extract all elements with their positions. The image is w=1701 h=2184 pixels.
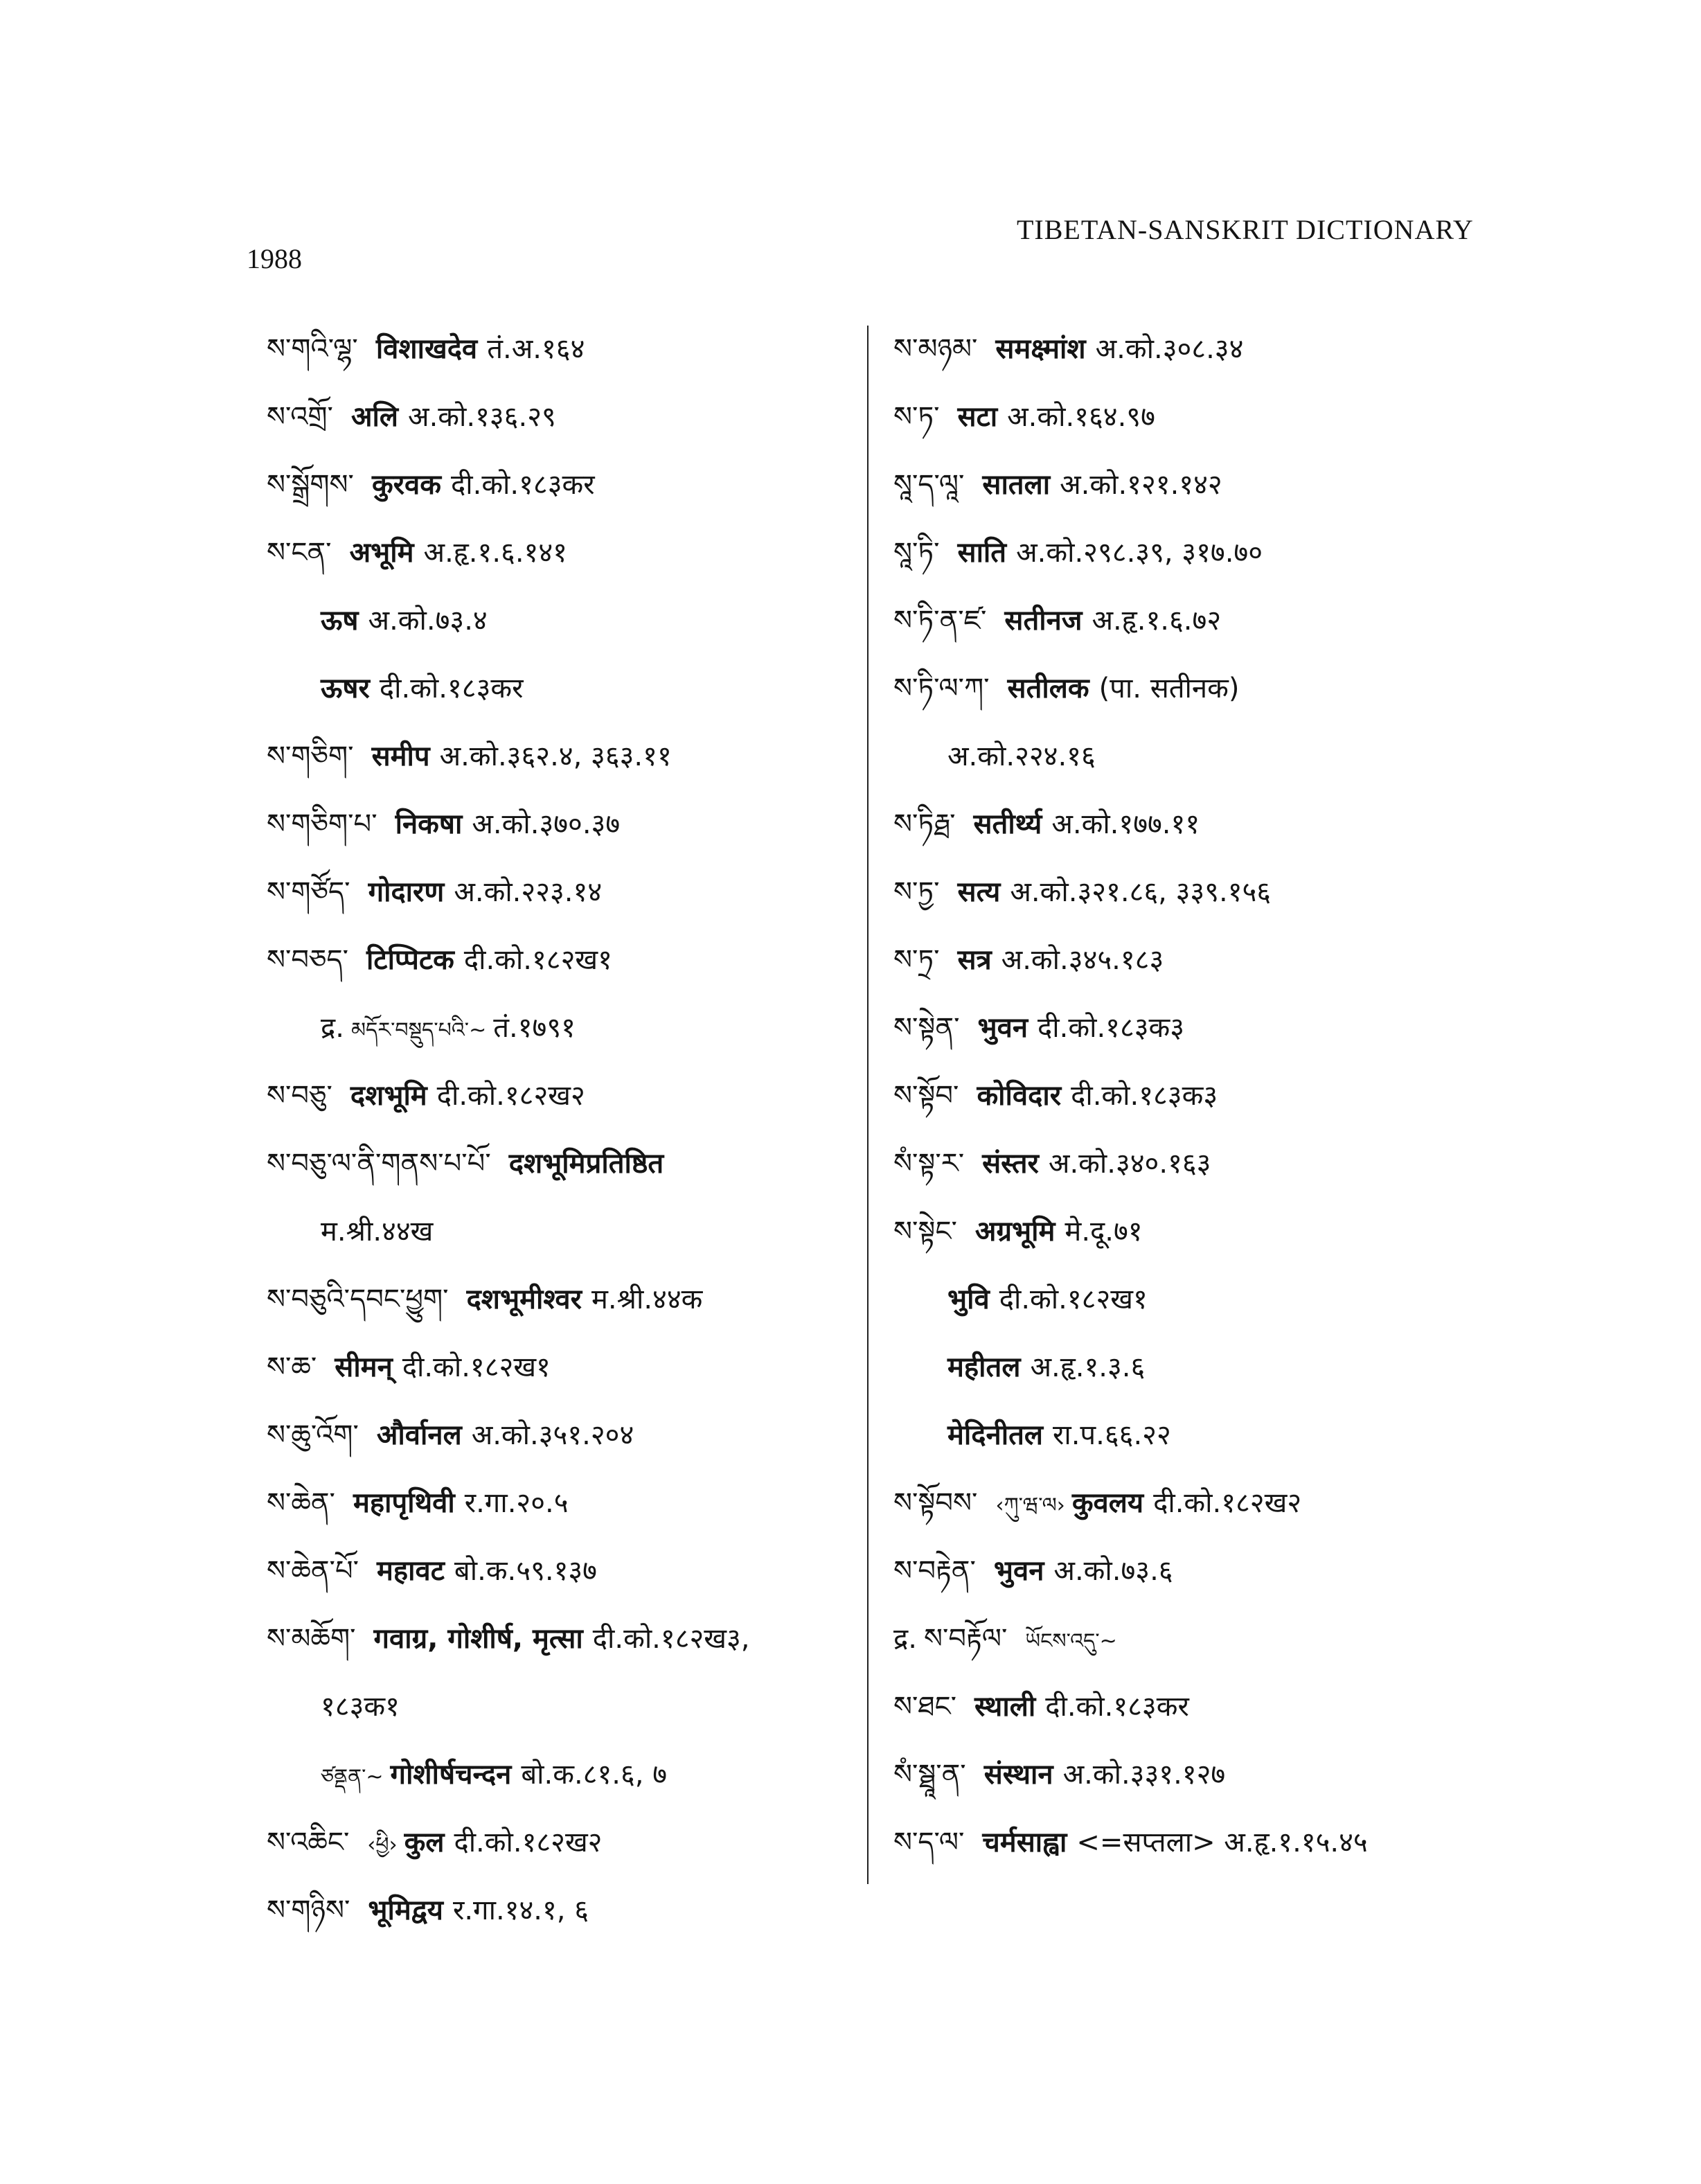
tibetan-headword: ས་བཅུ་ — [267, 1080, 332, 1112]
dictionary-entry — [893, 1741, 1517, 1809]
tibetan-headword: ས་གཅིག་པ་ — [267, 808, 377, 840]
dictionary-entry — [267, 722, 890, 790]
dictionary-entry — [267, 926, 890, 994]
source-reference: अ.को.३२१.८६, ३३९.१५६ — [1010, 876, 1272, 908]
source-reference: अ.को.३५१.२०४ — [471, 1419, 634, 1451]
source-reference: अ.को.७३.४ — [368, 605, 488, 637]
tibetan-headword: ས་ཆེན་ — [267, 1487, 335, 1519]
tibetan-note: ཡོངས་འདུ་~ — [1025, 1629, 1117, 1653]
source-reference: बो.क.५९.१३७ — [454, 1555, 597, 1587]
tibetan-headword: ས་ཏིརྠ་ — [893, 808, 956, 840]
sanskrit-equivalent: संस्थान — [983, 1759, 1053, 1791]
source-reference: अ.को.३३१.१२७ — [1062, 1759, 1226, 1791]
tibetan-headword: ས་སྒྲོགས་ — [267, 469, 354, 501]
sanskrit-equivalent: भुवन — [993, 1555, 1044, 1587]
tibetan-headword: ས་གཅིག་ — [267, 740, 354, 772]
dictionary-entry — [267, 451, 890, 519]
source-reference: दी.को.१८२ख२ — [454, 1827, 603, 1858]
dictionary-entry — [893, 858, 1517, 926]
tibetan-headword: ས་གའི་ལྷ་ — [267, 333, 358, 365]
tibetan-note: ‹ཕྱི› — [367, 1833, 398, 1857]
sanskrit-equivalent: भुवन — [977, 1012, 1028, 1044]
source-reference: दी.को.१८३क३ — [1071, 1080, 1218, 1112]
sanskrit-equivalent: और्वानल — [376, 1419, 462, 1451]
sanskrit-equivalent: दशभूमिप्रतिष्ठित — [508, 1148, 664, 1180]
sanskrit-equivalent: गवाग्र, गोशीर्ष, मृत्सा — [373, 1623, 583, 1655]
right-column — [893, 315, 1517, 1876]
dictionary-entry — [267, 1809, 890, 1876]
tibetan-headword: ས་མཉམ་ — [893, 333, 978, 365]
source-reference: १८३क१ — [321, 1691, 400, 1723]
sanskrit-equivalent: ऊषर — [321, 673, 370, 704]
source-reference: बो.क.८१.६, ७ — [521, 1759, 668, 1791]
cross-reference-marker: द्र. — [893, 1623, 917, 1655]
source-reference: अ.को.७३.६ — [1053, 1555, 1173, 1587]
source-reference: (पा. सतीनक) — [1098, 673, 1240, 704]
left-column — [267, 315, 890, 1944]
dictionary-entry — [893, 1809, 1517, 1876]
dictionary-entry — [893, 994, 1517, 1062]
sanskrit-equivalent: अग्रभूमि — [974, 1216, 1056, 1248]
dictionary-entry — [893, 926, 1517, 994]
dictionary-entry — [893, 1401, 1517, 1469]
sanskrit-equivalent: सत्र — [957, 944, 992, 976]
source-reference: रा.प.६६.२२ — [1053, 1419, 1171, 1451]
tibetan-headword: ས་ཆུ་འོག་ — [267, 1419, 359, 1451]
tibetan-headword: ས་ཏྲ་ — [893, 944, 940, 976]
sanskrit-equivalent: कुल — [404, 1827, 445, 1858]
tibetan-headword: ས་ཆ་ — [267, 1351, 317, 1383]
sanskrit-equivalent: महीतल — [947, 1351, 1021, 1383]
sanskrit-equivalent: कोविदार — [977, 1080, 1062, 1112]
dictionary-entry — [267, 315, 890, 383]
tibetan-note: ཙནྡན་~ — [321, 1765, 384, 1789]
tibetan-headword: ས་བརྟེན་ — [893, 1555, 976, 1587]
tibetan-headword: ས་ཏི་ན་ཛ་ — [893, 605, 987, 637]
dictionary-entry — [893, 1062, 1517, 1130]
dictionary-entry — [267, 858, 890, 926]
source-reference: तं.१७९१ — [493, 1012, 576, 1044]
sanskrit-equivalent: समीप — [371, 740, 430, 772]
sanskrit-equivalent: साति — [957, 537, 1007, 569]
sanskrit-equivalent: सटा — [957, 401, 998, 433]
source-reference: दी.को.१८२ख१ — [402, 1351, 551, 1383]
running-title: TIBETAN-SANSKRIT DICTIONARY — [1017, 214, 1474, 245]
sanskrit-equivalent: सातला — [982, 469, 1051, 501]
sanskrit-equivalent: सीमन् — [335, 1351, 393, 1383]
dictionary-entry — [267, 994, 890, 1062]
sanskrit-equivalent: सतीनज — [1004, 605, 1083, 637]
dictionary-entry — [267, 1876, 890, 1944]
source-reference: अ.को.२२३.१४ — [454, 876, 603, 908]
source-reference: दी.को.१८३कर — [1045, 1691, 1189, 1723]
tibetan-headword: ས་འཆིང་ — [267, 1827, 350, 1858]
tibetan-headword: ས་ཏྱ་ — [893, 876, 940, 908]
dictionary-entry — [267, 587, 890, 655]
source-reference: दी.को.१८३क३ — [1037, 1012, 1185, 1044]
sanskrit-equivalent: सत्य — [957, 876, 1001, 908]
dictionary-entry — [267, 1198, 890, 1266]
source-reference: र.गा.१४.१, ६ — [452, 1894, 589, 1926]
tibetan-headword: སཱ་ཏི་ — [893, 537, 940, 569]
sanskrit-equivalent: कुरवक — [371, 469, 442, 501]
source-reference: अ.को.३७०.३७ — [472, 808, 621, 840]
dictionary-entry — [267, 1062, 890, 1130]
dictionary-entry — [893, 1605, 1517, 1673]
dictionary-entry — [267, 1741, 890, 1809]
dictionary-entry — [893, 1673, 1517, 1741]
tibetan-headword: ས་ཆེན་པོ་ — [267, 1555, 359, 1587]
sanskrit-equivalent: भुवि — [947, 1284, 990, 1315]
tibetan-note: ‹ཀུ་ཝ་ལ› — [995, 1493, 1065, 1518]
dictionary-entry — [893, 1537, 1517, 1605]
column-divider — [867, 326, 869, 1884]
source-reference: दी.को.१८२ख२ — [436, 1080, 585, 1112]
tibetan-headword: ས་སྟོབས་ — [893, 1487, 978, 1519]
source-reference: अ.को.१३६.२९ — [408, 401, 556, 433]
sanskrit-equivalent: गोशीर्षचन्दन — [390, 1759, 512, 1791]
tibetan-headword: ས་སྟེང་ — [893, 1216, 957, 1248]
sanskrit-equivalent: कुवलय — [1071, 1487, 1144, 1519]
sanskrit-equivalent: टिप्पिटक — [366, 944, 454, 976]
sanskrit-equivalent: भूमिद्वय — [368, 1894, 443, 1926]
dictionary-entry — [893, 1266, 1517, 1333]
sanskrit-equivalent: दशभूमीश्वर — [466, 1284, 582, 1315]
tibetan-headword: སཱ་ད་ལཱ་ — [893, 469, 965, 501]
source-reference: र.गा.२०.५ — [464, 1487, 569, 1519]
tibetan-headword: ས་སྟོབ་ — [893, 1080, 959, 1112]
dictionary-entry — [893, 1333, 1517, 1401]
source-reference: दी.को.१८२ख१ — [463, 944, 612, 976]
dictionary-entry — [893, 451, 1517, 519]
source-reference: म.श्री.४४क — [591, 1284, 703, 1315]
dictionary-entry — [267, 1401, 890, 1469]
tibetan-headword: ས་འགྲོ་ — [267, 401, 333, 433]
page-number: 1988 — [247, 243, 302, 274]
tibetan-headword: སཾ་སྟ་ར་ — [893, 1148, 965, 1180]
sanskrit-equivalent: अभूमि — [349, 537, 414, 569]
sanskrit-equivalent: चर्मसाह्वा — [982, 1827, 1067, 1858]
source-reference: अ.को.३६२.४, ३६३.११ — [439, 740, 672, 772]
source-reference: तं.अ.१६४ — [487, 333, 585, 365]
source-reference: अ.हृ.१.६.७२ — [1092, 605, 1222, 637]
dictionary-entry — [267, 1333, 890, 1401]
dictionary-entry — [893, 519, 1517, 587]
dictionary-entry — [893, 655, 1517, 722]
dictionary-entry — [267, 1469, 890, 1537]
source-reference: अ.हृ.१.३.६ — [1030, 1351, 1146, 1383]
sanskrit-equivalent: सतीर्थ्य — [973, 808, 1042, 840]
dictionary-entry — [267, 519, 890, 587]
source-reference: <=सप्तला> अ.हृ.१.१५.४५ — [1076, 1827, 1368, 1858]
source-reference: दी.को.१८२ख३, — [592, 1623, 750, 1655]
dictionary-entry — [893, 790, 1517, 858]
tibetan-headword: ས་མཆོག་ — [267, 1623, 356, 1655]
source-reference: अ.को.२२४.१६ — [947, 740, 1096, 772]
tibetan-headword: ས་བཅུ་ལ་ནི་གནས་པ་པོ་ — [267, 1148, 491, 1180]
dictionary-entry — [267, 383, 890, 451]
tibetan-headword: ས་བཅུའི་དབང་ཕྱུག་ — [267, 1284, 449, 1315]
dictionary-entry — [893, 587, 1517, 655]
source-reference: दी.को.१८३कर — [451, 469, 595, 501]
sanskrit-equivalent: ऊष — [321, 605, 359, 637]
sanskrit-equivalent: सतीलक — [1007, 673, 1089, 704]
tibetan-headword: ས་ཐང་ — [893, 1691, 957, 1723]
dictionary-entry — [267, 1266, 890, 1333]
dictionary-entry — [267, 1673, 890, 1741]
sanskrit-equivalent: महावट — [377, 1555, 445, 1587]
source-reference: दी.को.१८३कर — [379, 673, 524, 704]
tibetan-headword: ས་བརྟོལ་ — [923, 1623, 1008, 1655]
tibetan-headword: ས་ངན་ — [267, 537, 332, 569]
dictionary-entry — [267, 790, 890, 858]
source-reference: अ.को.१६४.९७ — [1007, 401, 1155, 433]
sanskrit-equivalent: स्थाली — [974, 1691, 1036, 1723]
tibetan-headword: ས་ཏ་ — [893, 401, 940, 433]
dictionary-entry — [267, 655, 890, 722]
sanskrit-equivalent: दशभूमि — [350, 1080, 427, 1112]
sanskrit-equivalent: मेदिनीतल — [947, 1419, 1043, 1451]
tibetan-headword: ས་བཅད་ — [267, 944, 349, 976]
source-reference: दी.को.१८२ख२ — [1153, 1487, 1302, 1519]
source-reference: अ.हृ.१.६.१४१ — [423, 537, 567, 569]
source-reference: अ.को.१२१.१४२ — [1060, 469, 1222, 501]
source-reference: दी.को.१८२ख१ — [999, 1284, 1148, 1315]
source-reference: अ.को.१७७.११ — [1051, 808, 1200, 840]
source-reference: अ.को.३०८.३४ — [1095, 333, 1244, 365]
sanskrit-equivalent: संस्तर — [982, 1148, 1039, 1180]
sanskrit-equivalent: समक्ष्मांश — [995, 333, 1086, 365]
cross-reference-marker: द्र. — [321, 1012, 344, 1044]
tibetan-headword: ས་གཉིས་ — [267, 1894, 350, 1926]
dictionary-entry — [893, 315, 1517, 383]
tibetan-headword: སཾ་སྠཱ་ན་ — [893, 1759, 966, 1791]
source-reference: अ.को.३४५.१८३ — [1001, 944, 1164, 976]
source-reference: अ.को.३४०.१६३ — [1048, 1148, 1211, 1180]
source-reference: मे.दू.७१ — [1065, 1216, 1143, 1248]
sanskrit-equivalent: निकषा — [395, 808, 463, 840]
sanskrit-equivalent: विशाखदेव — [375, 333, 478, 365]
dictionary-entry — [893, 383, 1517, 451]
sanskrit-equivalent: महापृथिवी — [353, 1487, 455, 1519]
tibetan-note: མདོར་བསྡུད་པའི་~ — [350, 1018, 487, 1042]
tibetan-headword: ས་ཏི་ལ་ཀ་ — [893, 673, 990, 704]
dictionary-entry — [893, 722, 1517, 790]
dictionary-entry — [267, 1537, 890, 1605]
dictionary-entry — [893, 1130, 1517, 1198]
dictionary-entry — [893, 1469, 1517, 1537]
sanskrit-equivalent: अलि — [350, 401, 399, 433]
tibetan-headword: ས་སྟེན་ — [893, 1012, 960, 1044]
source-reference: अ.को.२९८.३९, ३१७.७० — [1016, 537, 1263, 569]
dictionary-entry — [267, 1605, 890, 1673]
dictionary-entry — [893, 1198, 1517, 1266]
dictionary-entry — [267, 1130, 890, 1198]
tibetan-headword: ས་ད་ལ་ — [893, 1827, 965, 1858]
sanskrit-equivalent: गोदारण — [368, 876, 445, 908]
source-reference: म.श्री.४४ख — [321, 1216, 434, 1248]
tibetan-headword: ས་གཙོད་ — [267, 876, 350, 908]
